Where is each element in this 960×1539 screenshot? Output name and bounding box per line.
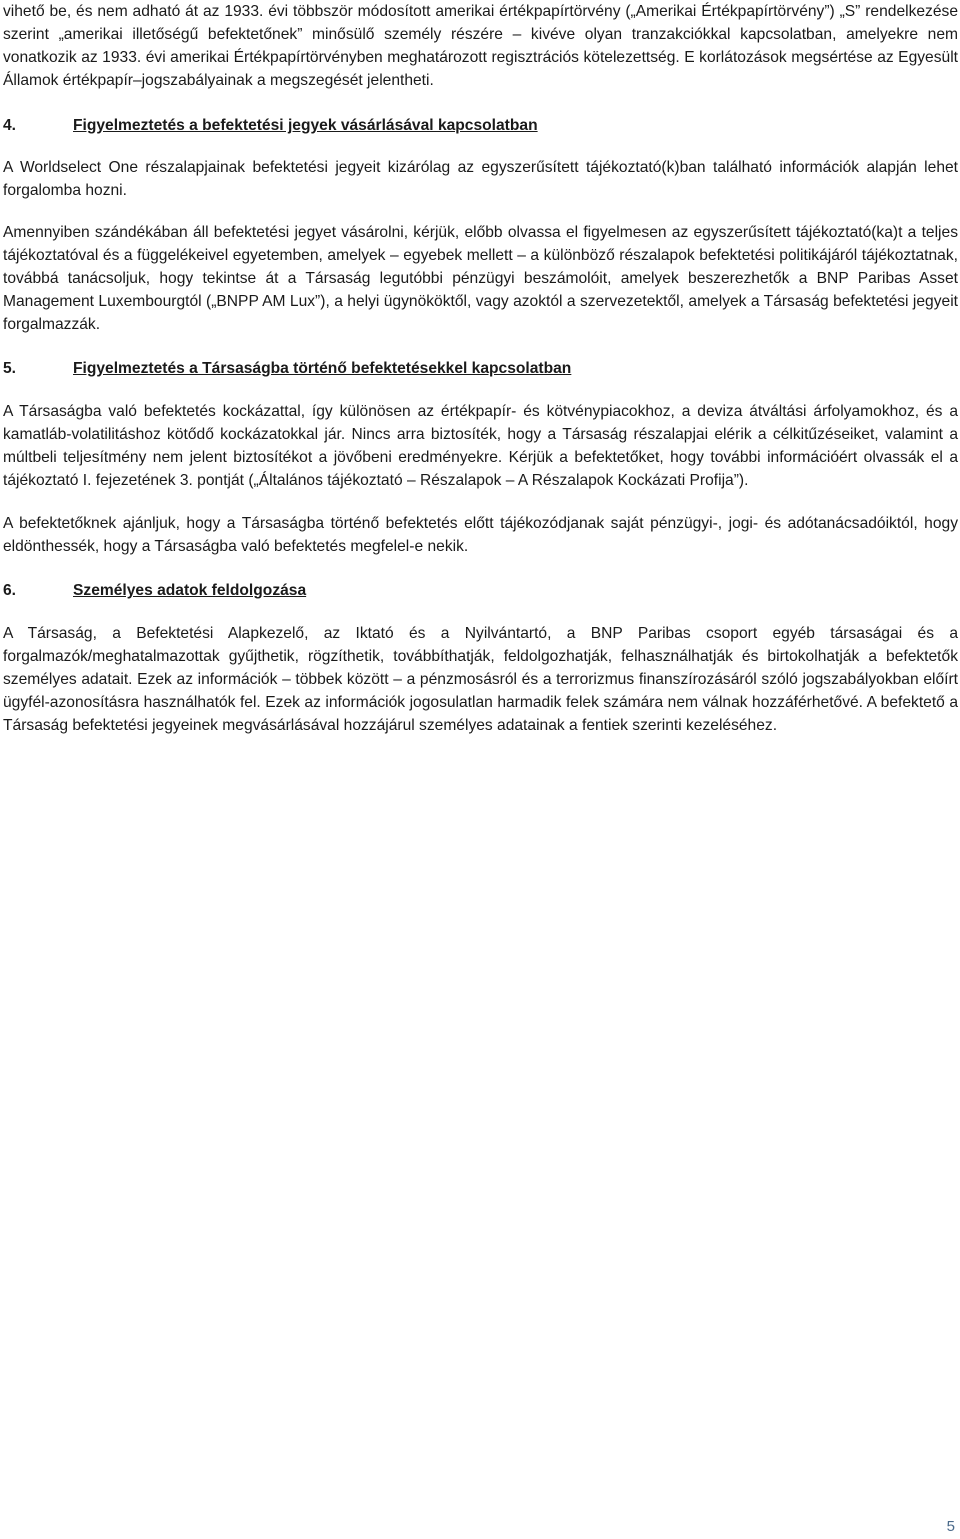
section-6-paragraph-1: A Társaság, a Befektetési Alapkezelő, az Iktató és a Nyilvántartó, a BNP Paribas csoport egyéb társaságai és a forgalmazók/meghatalmazottak gyűjthetik, rögzíthetik, továbbíthatják, feldolgozhatják, felhasználhatják és birtokolhatják a befektetők személyes adatait. Ezek az információk – többek között – a pénzmosásról és a terrorizmus finanszírozásáról szóló jogszabályokban előírt ügyfél-azonosításra használhatók fel. Ezek az információk jogosulatlan harmadik felek számára nem válnak hozzáférhetővé. A befektető a Társaság befektetési jegyeinek megvásárlásával hozzájárul személyes adatainak a fentiek szerinti kezeléséhez. <box>3 625 958 734</box>
section-5-number: 5. <box>3 360 17 377</box>
section-4-paragraph-2: Amennyiben szándékában áll befektetési jegyet vásárolni, kérjük, előbb olvassa el figyelmesen az egyszerűsített tájékoztató(ka)t a teljes tájékoztatóval és a függelékeivel egyetemben, amelyek – egyebek mellett – a különböző részalapok befektetési politikájáról tájékoztatnak, továbbá tanácsoljuk, hogy tekintse át a Társaság legutóbbi pénzügyi beszámolóit, amelyek beszerezhetők a BNP Paribas Asset Management Luxembourgtól („BNPP AM Lux”), a helyi ügynököktől, vagy azoktól a szervezetektől, amelyek a Társaság befektetési jegyeit forgalmazzák. <box>3 224 958 333</box>
section-5-paragraph-1: A Társaságba való befektetés kockázattal, így különösen az értékpapír- és kötvénypiacokhoz, a deviza átváltási árfolyamokhoz, és a kamatláb-volatilitáshoz kötődő kockázatokkal jár. Nincs arra biztosíték, hogy a Társaság részalapjai elérik a célkitűzéseiket, valamint a múltbeli teljesítmény nem jelent biztosítékot a jövőbeni eredményekre. Kérjük a befektetőket, hogy további információért olvassák el a tájékoztató I. fejezetének 3. pontját („Általános tájékoztató – Részalapok – A Részalapok Kockázati Profija”). <box>3 403 958 489</box>
section-4-paragraph-1: A Worldselect One részalapjainak befektetési jegyeit kizárólag az egyszerűsített tájékoztató(k)ban található információk alapján lehet forgalomba hozni. <box>3 159 958 199</box>
section-6-number: 6. <box>3 582 17 599</box>
document-body <box>3 0 958 737</box>
section-5-title: Figyelmeztetés a Társaságba történő befektetésekkel kapcsolatban <box>73 360 572 377</box>
section-5-paragraph-2: A befektetőknek ajánljuk, hogy a Társaságba történő befektetés előtt tájékozódjanak saját pénzügyi-, jogi- és adótanácsadóiktól, hogy eldönthessék, hogy a Társaságba való befektetés megfelel-e nekik. <box>3 515 958 555</box>
section-4-number: 4. <box>3 117 17 134</box>
section-5-heading <box>3 357 958 380</box>
intro-paragraph: vihető be, és nem adható át az 1933. évi többször módosított amerikai értékpapírtörvény („Amerikai Értékpapírtörvény”) „S” rendelkezése szerint „amerikai illetőségű befektetőnek” minősülő személy részére – kivéve olyan tranzakciókkal kapcsolatban, amelyekre nem vonatkozik az 1933. évi amerikai Értékpapírtörvényben meghatározott regisztrációs kötelezettség. E korlátozások megsértése az Egyesült Államok értékpapír–jogszabályainak a megszegését jelentheti. <box>3 3 958 89</box>
section-4-title: Figyelmeztetés a befektetési jegyek vásárlásával kapcsolatban <box>73 117 538 134</box>
page-number: 5 <box>946 1518 955 1535</box>
section-6-heading <box>3 579 958 602</box>
section-6-title: Személyes adatok feldolgozása <box>73 582 307 599</box>
section-4-heading <box>3 114 958 137</box>
